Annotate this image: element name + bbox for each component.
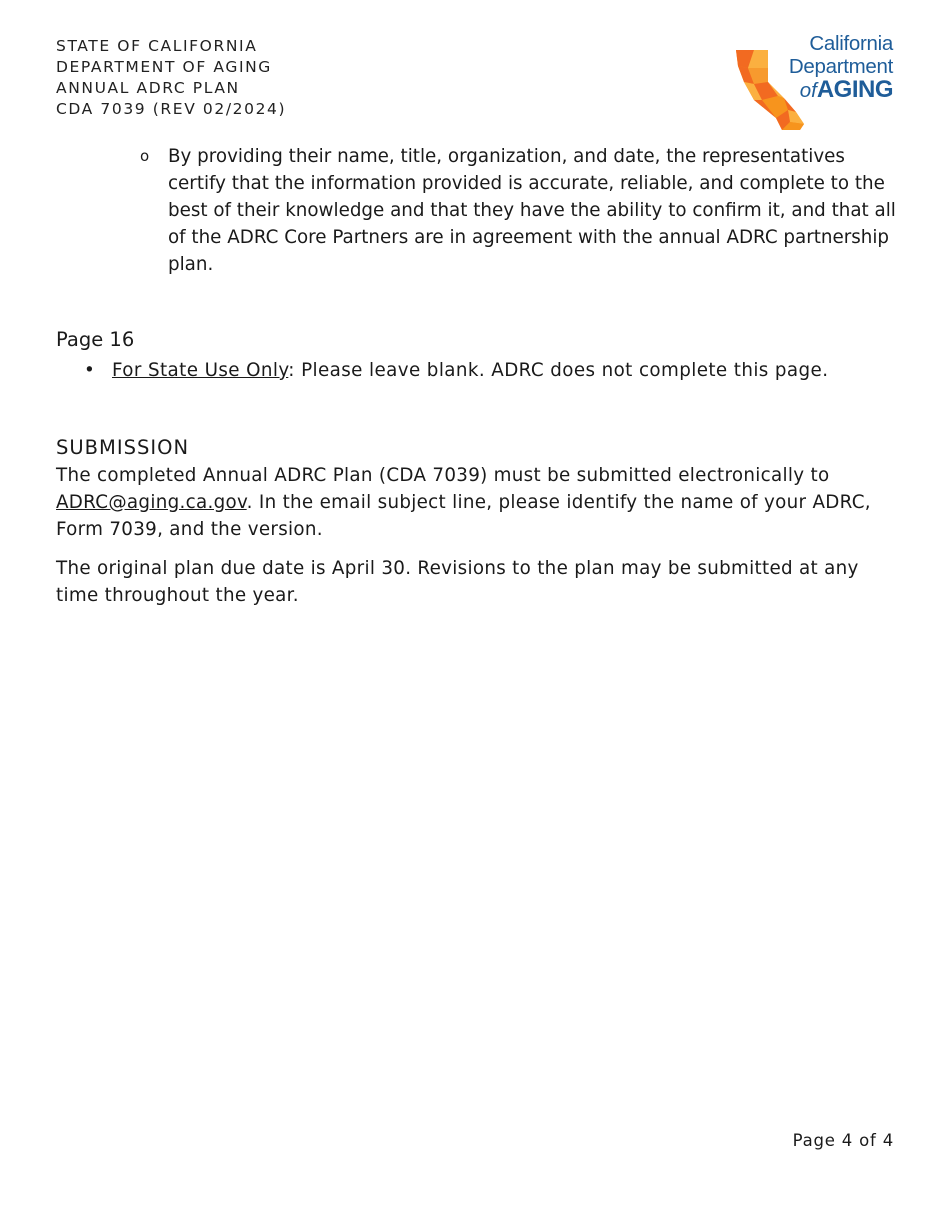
logo-wordmark [789, 32, 893, 102]
page16-heading: Page 16 [56, 328, 135, 351]
submission-heading: SUBMISSION [56, 436, 190, 459]
logo-department: Department [788, 55, 893, 78]
header-form-number: CDA 7039 (REV 02/2024) [56, 100, 287, 118]
submission-paragraph [56, 462, 906, 543]
circle-bullet-icon: o [140, 147, 150, 165]
page16-instruction: : Please leave blank. ADRC does not complete this page. [288, 360, 829, 381]
header-department: DEPARTMENT OF AGING [56, 58, 272, 76]
due-date-paragraph: The original plan due date is April 30. Revisions to the plan may be submitted at any time throughout the year. [56, 558, 859, 606]
submission-text-after: . In the email subject line, please identify the name of your ADRC, Form 7039, and the version. [56, 492, 871, 540]
submission-text-before: The completed Annual ADRC Plan (CDA 7039) must be submitted electronically to [56, 465, 830, 486]
logo-aging: AGING [816, 76, 893, 103]
submission-email-link[interactable]: ADRC@aging.ca.gov [56, 492, 247, 513]
state-use-only-label: For State Use Only [112, 360, 289, 381]
cda-logo [734, 32, 899, 132]
header-plan: ANNUAL ADRC PLAN [56, 79, 240, 97]
page-number: Page 4 of 4 [792, 1131, 894, 1150]
bullet-icon: • [84, 360, 95, 381]
logo-of: of [799, 79, 817, 102]
header-state: STATE OF CALIFORNIA [56, 37, 258, 55]
certification-list-item [140, 143, 900, 278]
certification-text: By providing their name, title, organization, and date, the representatives certify that the information provided is accurate, reliable, and complete to the best of their knowledge and that they have the ability to confirm it, and that all of the ADRC Core Partners are in agreement with the annual ADRC partnership plan. [168, 146, 896, 275]
page16-text [112, 357, 914, 384]
form-header [56, 36, 286, 120]
page16-list-item [84, 357, 914, 384]
logo-of-aging [789, 78, 893, 102]
logo-california: California [809, 32, 893, 55]
